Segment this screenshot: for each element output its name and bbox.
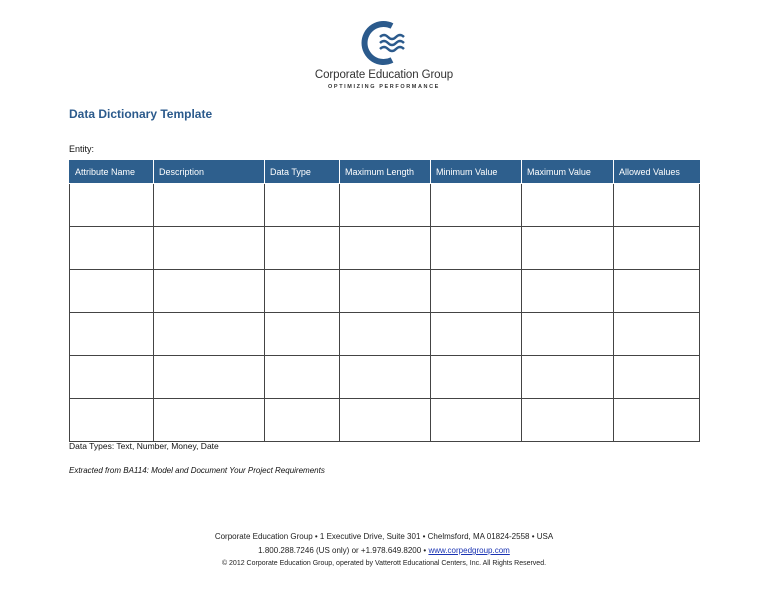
company-logo <box>300 20 468 90</box>
table-cell[interactable] <box>340 270 431 313</box>
table-cell[interactable] <box>154 399 265 442</box>
footer <box>0 532 768 572</box>
table-cell[interactable] <box>522 184 614 227</box>
table-cell[interactable] <box>614 399 700 442</box>
table-cell[interactable] <box>340 313 431 356</box>
page-title: Data Dictionary Template <box>69 107 213 121</box>
company-name: Corporate Education Group <box>314 69 454 81</box>
footer-copyright: © 2012 Corporate Education Group, operated by Vatterott Educational Centers, Inc. All Rights Reserved. <box>221 560 547 567</box>
table-row <box>70 184 700 227</box>
table-cell[interactable] <box>522 356 614 399</box>
footer-address: Corporate Education Group • 1 Executive Drive, Suite 301 • Chelmsford, MA 01824-2558 • USA <box>214 532 554 541</box>
table-cell[interactable] <box>614 356 700 399</box>
table-cell[interactable] <box>70 356 154 399</box>
column-header: Attribute Name <box>70 161 154 184</box>
company-tagline: OPTIMIZING PERFORMANCE <box>328 84 440 90</box>
table-cell[interactable] <box>614 227 700 270</box>
table-cell[interactable] <box>70 313 154 356</box>
table-cell[interactable] <box>265 399 340 442</box>
table-cell[interactable] <box>431 313 522 356</box>
column-header: Data Type <box>265 161 340 184</box>
table-cell[interactable] <box>340 184 431 227</box>
table-cell[interactable] <box>522 399 614 442</box>
column-header: Maximum Value <box>522 161 614 184</box>
table-cell[interactable] <box>614 313 700 356</box>
table-cell[interactable] <box>614 270 700 313</box>
table-cell[interactable] <box>340 227 431 270</box>
table-row <box>70 227 700 270</box>
table-cell[interactable] <box>431 399 522 442</box>
data-dictionary-table <box>69 160 700 442</box>
table-cell[interactable] <box>154 270 265 313</box>
website-link[interactable]: www.corpedgroup.com <box>428 546 510 555</box>
table-cell[interactable] <box>70 399 154 442</box>
table-cell[interactable] <box>265 356 340 399</box>
table-row <box>70 313 700 356</box>
column-header: Minimum Value <box>431 161 522 184</box>
table-row <box>70 270 700 313</box>
entity-label: Entity: <box>69 144 95 154</box>
data-types-note: Data Types: Text, Number, Money, Date <box>69 441 219 451</box>
extracted-note: Extracted from BA114: Model and Document Your Project Requirements <box>69 466 325 475</box>
table-cell[interactable] <box>340 356 431 399</box>
wave-c-logo-icon <box>358 20 410 66</box>
table-cell[interactable] <box>265 313 340 356</box>
table-cell[interactable] <box>154 184 265 227</box>
table-cell[interactable] <box>614 184 700 227</box>
footer-phone: 1.800.288.7246 (US only) or +1.978.649.8200 • <box>258 546 429 555</box>
column-header: Description <box>154 161 265 184</box>
column-header: Maximum Length <box>340 161 431 184</box>
table-header-row <box>70 161 700 184</box>
footer-contact <box>0 546 768 555</box>
table-cell[interactable] <box>522 227 614 270</box>
table-cell[interactable] <box>265 270 340 313</box>
table-cell[interactable] <box>431 184 522 227</box>
table-row <box>70 356 700 399</box>
table-body <box>70 184 700 442</box>
table-cell[interactable] <box>431 270 522 313</box>
table-cell[interactable] <box>265 227 340 270</box>
table-row <box>70 399 700 442</box>
table-cell[interactable] <box>522 313 614 356</box>
table-cell[interactable] <box>340 399 431 442</box>
table-cell[interactable] <box>431 356 522 399</box>
column-header: Allowed Values <box>614 161 700 184</box>
table-cell[interactable] <box>154 227 265 270</box>
table-cell[interactable] <box>70 270 154 313</box>
table-cell[interactable] <box>522 270 614 313</box>
table-cell[interactable] <box>70 227 154 270</box>
table-cell[interactable] <box>154 313 265 356</box>
table-cell[interactable] <box>265 184 340 227</box>
table-cell[interactable] <box>70 184 154 227</box>
table-cell[interactable] <box>154 356 265 399</box>
table-cell[interactable] <box>431 227 522 270</box>
